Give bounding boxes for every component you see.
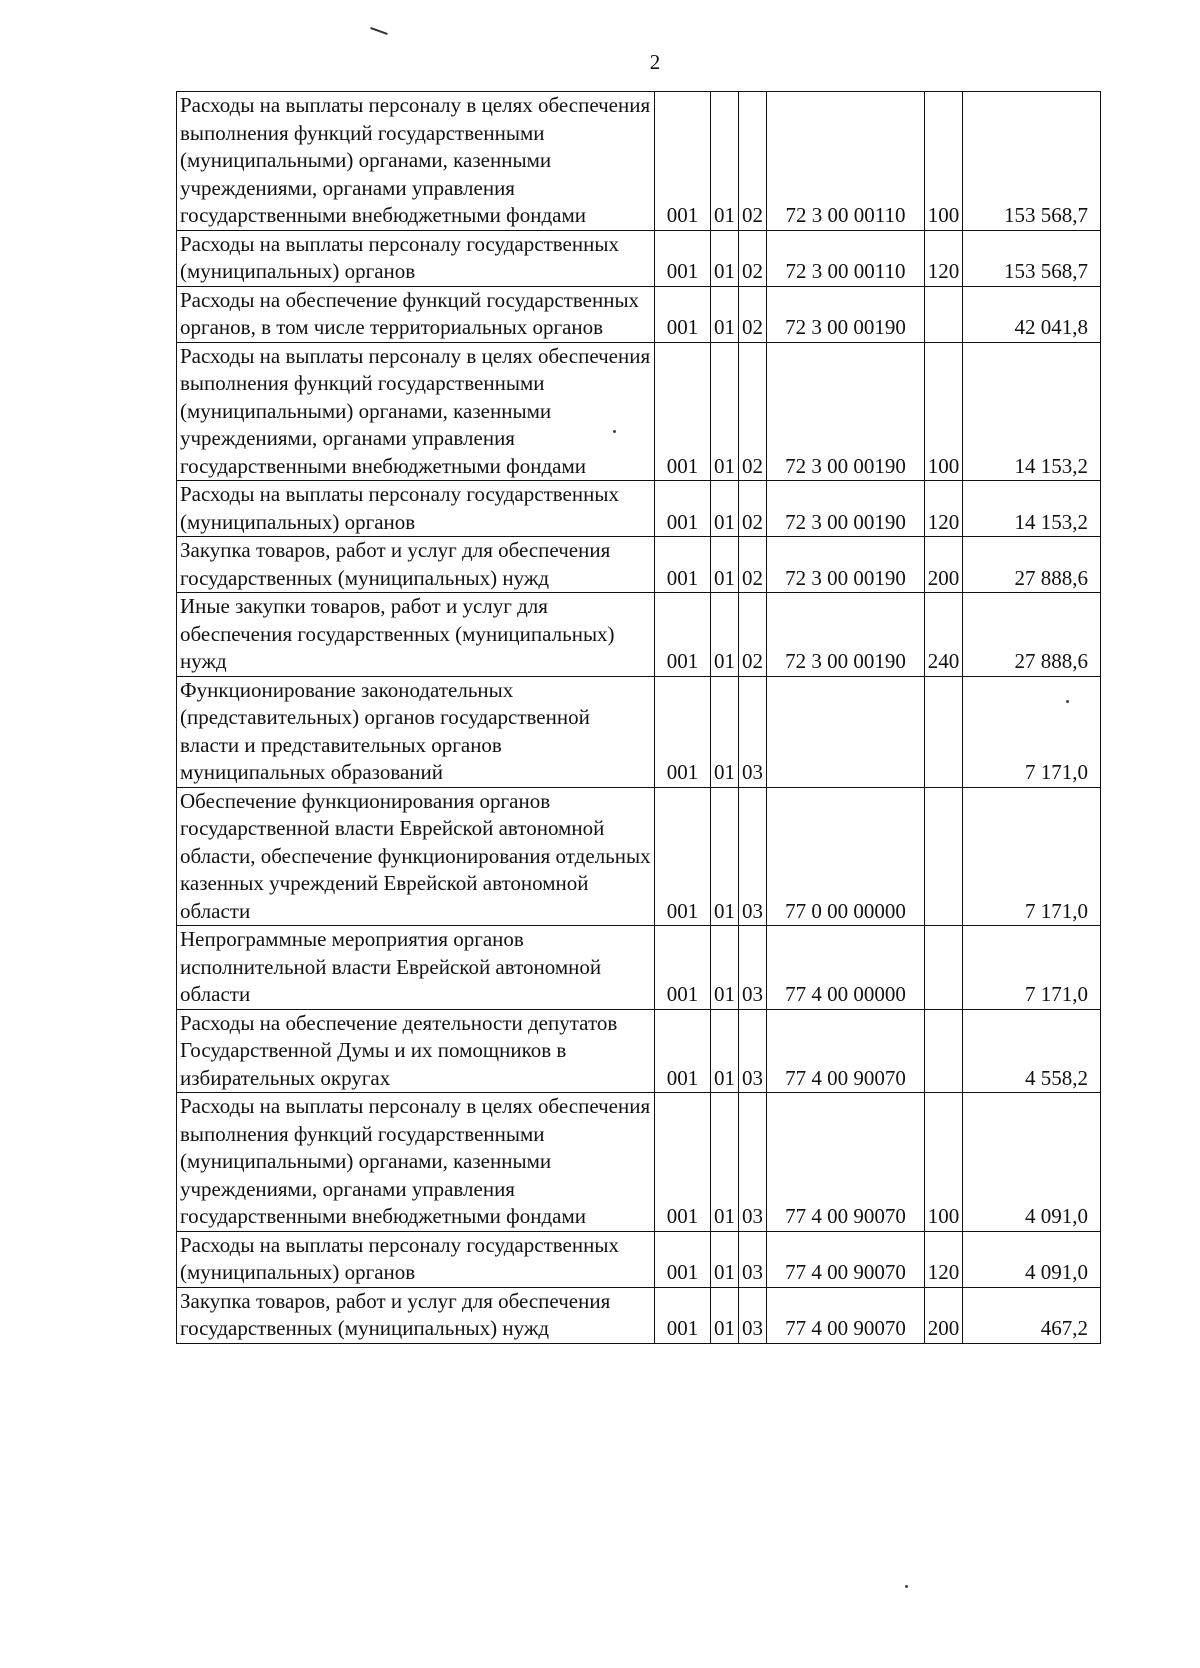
amount-cell: 7 171,0 bbox=[963, 926, 1101, 1010]
target-article-code-cell: 77 0 00 00000 bbox=[767, 787, 925, 926]
ministry-code-cell: 001 bbox=[655, 481, 711, 537]
subsection-code-cell: 02 bbox=[739, 593, 767, 677]
section-code-cell: 01 bbox=[711, 1093, 739, 1232]
expense-type-code-cell: 100 bbox=[925, 342, 963, 481]
expense-type-code-cell bbox=[925, 286, 963, 342]
target-article-code-cell: 72 3 00 00190 bbox=[767, 286, 925, 342]
expense-type-code-cell: 240 bbox=[925, 593, 963, 677]
section-code-cell: 01 bbox=[711, 1287, 739, 1343]
target-article-code-cell: 72 3 00 00110 bbox=[767, 230, 925, 286]
subsection-code-cell: 02 bbox=[739, 537, 767, 593]
scan-artifact bbox=[370, 27, 388, 35]
expense-type-code-cell: 100 bbox=[925, 92, 963, 231]
section-code-cell: 01 bbox=[711, 926, 739, 1010]
subsection-code-cell: 03 bbox=[739, 1231, 767, 1287]
expense-name-cell: Закупка товаров, работ и услуг для обеспечения государственных (муниципальных) нужд bbox=[177, 537, 655, 593]
subsection-code-cell: 03 bbox=[739, 787, 767, 926]
table-row bbox=[177, 1287, 1101, 1343]
table-row bbox=[177, 676, 1101, 787]
table-row bbox=[177, 1231, 1101, 1287]
section-code-cell: 01 bbox=[711, 230, 739, 286]
expense-type-code-cell bbox=[925, 787, 963, 926]
table-row bbox=[177, 481, 1101, 537]
table-row bbox=[177, 1093, 1101, 1232]
expense-type-code-cell: 100 bbox=[925, 1093, 963, 1232]
ministry-code-cell: 001 bbox=[655, 1093, 711, 1232]
budget-table-body bbox=[177, 92, 1101, 1344]
expense-type-code-cell: 200 bbox=[925, 537, 963, 593]
subsection-code-cell: 02 bbox=[739, 92, 767, 231]
amount-cell: 153 568,7 bbox=[963, 92, 1101, 231]
table-row bbox=[177, 230, 1101, 286]
subsection-code-cell: 03 bbox=[739, 1009, 767, 1093]
section-code-cell: 01 bbox=[711, 676, 739, 787]
ministry-code-cell: 001 bbox=[655, 537, 711, 593]
ministry-code-cell: 001 bbox=[655, 1231, 711, 1287]
table-row bbox=[177, 593, 1101, 677]
expense-name-cell: Расходы на выплаты персоналу государственных (муниципальных) органов bbox=[177, 481, 655, 537]
expense-type-code-cell bbox=[925, 926, 963, 1010]
subsection-code-cell: 03 bbox=[739, 1093, 767, 1232]
amount-cell: 4 091,0 bbox=[963, 1231, 1101, 1287]
target-article-code-cell: 72 3 00 00190 bbox=[767, 342, 925, 481]
budget-table bbox=[176, 91, 1101, 1344]
target-article-code-cell: 77 4 00 90070 bbox=[767, 1093, 925, 1232]
table-row bbox=[177, 537, 1101, 593]
amount-cell: 14 153,2 bbox=[963, 342, 1101, 481]
target-article-code-cell: 77 4 00 90070 bbox=[767, 1009, 925, 1093]
expense-type-code-cell: 200 bbox=[925, 1287, 963, 1343]
table-row bbox=[177, 787, 1101, 926]
amount-cell: 27 888,6 bbox=[963, 537, 1101, 593]
section-code-cell: 01 bbox=[711, 1009, 739, 1093]
amount-cell: 153 568,7 bbox=[963, 230, 1101, 286]
ministry-code-cell: 001 bbox=[655, 1009, 711, 1093]
target-article-code-cell: 77 4 00 90070 bbox=[767, 1287, 925, 1343]
expense-name-cell: Расходы на выплаты персоналу государственных (муниципальных) органов bbox=[177, 1231, 655, 1287]
table-row bbox=[177, 286, 1101, 342]
amount-cell: 4 091,0 bbox=[963, 1093, 1101, 1232]
page-number: 2 bbox=[649, 50, 661, 74]
expense-name-cell: Иные закупки товаров, работ и услуг для обеспечения государственных (муниципальных) нужд bbox=[177, 593, 655, 677]
ministry-code-cell: 001 bbox=[655, 787, 711, 926]
subsection-code-cell: 02 bbox=[739, 230, 767, 286]
expense-name-cell: Расходы на обеспечение функций государственных органов, в том числе территориальных органов bbox=[177, 286, 655, 342]
section-code-cell: 01 bbox=[711, 342, 739, 481]
table-row bbox=[177, 1009, 1101, 1093]
section-code-cell: 01 bbox=[711, 1231, 739, 1287]
amount-cell: 27 888,6 bbox=[963, 593, 1101, 677]
expense-name-cell: Расходы на выплаты персоналу в целях обеспечения выполнения функций государственными (муниципальными) органами, казенными учреждениями, органами управления государственными внебюджетными фондами bbox=[177, 92, 655, 231]
expense-name-cell: Закупка товаров, работ и услуг для обеспечения государственных (муниципальных) нужд bbox=[177, 1287, 655, 1343]
expense-type-code-cell: 120 bbox=[925, 230, 963, 286]
subsection-code-cell: 02 bbox=[739, 286, 767, 342]
amount-cell: 7 171,0 bbox=[963, 676, 1101, 787]
amount-cell: 42 041,8 bbox=[963, 286, 1101, 342]
ministry-code-cell: 001 bbox=[655, 926, 711, 1010]
target-article-code-cell bbox=[767, 676, 925, 787]
target-article-code-cell: 72 3 00 00110 bbox=[767, 92, 925, 231]
amount-cell: 7 171,0 bbox=[963, 787, 1101, 926]
ministry-code-cell: 001 bbox=[655, 230, 711, 286]
expense-type-code-cell: 120 bbox=[925, 481, 963, 537]
amount-cell: 4 558,2 bbox=[963, 1009, 1101, 1093]
section-code-cell: 01 bbox=[711, 537, 739, 593]
expense-type-code-cell: 120 bbox=[925, 1231, 963, 1287]
ministry-code-cell: 001 bbox=[655, 92, 711, 231]
ministry-code-cell: 001 bbox=[655, 342, 711, 481]
expense-type-code-cell bbox=[925, 676, 963, 787]
ministry-code-cell: 001 bbox=[655, 286, 711, 342]
expense-name-cell: Расходы на обеспечение деятельности депутатов Государственной Думы и их помощников в избирательных округах bbox=[177, 1009, 655, 1093]
ministry-code-cell: 001 bbox=[655, 593, 711, 677]
expense-name-cell: Расходы на выплаты персоналу в целях обеспечения выполнения функций государственными (муниципальными) органами, казенными учреждениями, органами управления государственными внебюджетными фондами bbox=[177, 342, 655, 481]
expense-name-cell: Расходы на выплаты персоналу государственных (муниципальных) органов bbox=[177, 230, 655, 286]
section-code-cell: 01 bbox=[711, 481, 739, 537]
target-article-code-cell: 77 4 00 90070 bbox=[767, 1231, 925, 1287]
table-row bbox=[177, 92, 1101, 231]
expense-type-code-cell bbox=[925, 1009, 963, 1093]
subsection-code-cell: 03 bbox=[739, 676, 767, 787]
expense-name-cell: Функционирование законодательных (представительных) органов государственной власти и представительных органов муниципальных образований bbox=[177, 676, 655, 787]
expense-name-cell: Расходы на выплаты персоналу в целях обеспечения выполнения функций государственными (муниципальными) органами, казенными учреждениями, органами управления государственными внебюджетными фондами bbox=[177, 1093, 655, 1232]
table-row bbox=[177, 342, 1101, 481]
expense-name-cell: Обеспечение функционирования органов государственной власти Еврейской автономной области, обеспечение функционирования отдельных казенных учреждений Еврейской автономной области bbox=[177, 787, 655, 926]
section-code-cell: 01 bbox=[711, 92, 739, 231]
subsection-code-cell: 02 bbox=[739, 342, 767, 481]
section-code-cell: 01 bbox=[711, 787, 739, 926]
subsection-code-cell: 03 bbox=[739, 1287, 767, 1343]
expense-name-cell: Непрограммные мероприятия органов исполнительной власти Еврейской автономной области bbox=[177, 926, 655, 1010]
target-article-code-cell: 77 4 00 00000 bbox=[767, 926, 925, 1010]
table-row bbox=[177, 926, 1101, 1010]
scan-dot bbox=[905, 1585, 908, 1588]
ministry-code-cell: 001 bbox=[655, 676, 711, 787]
section-code-cell: 01 bbox=[711, 593, 739, 677]
target-article-code-cell: 72 3 00 00190 bbox=[767, 537, 925, 593]
target-article-code-cell: 72 3 00 00190 bbox=[767, 593, 925, 677]
amount-cell: 467,2 bbox=[963, 1287, 1101, 1343]
subsection-code-cell: 03 bbox=[739, 926, 767, 1010]
amount-cell: 14 153,2 bbox=[963, 481, 1101, 537]
ministry-code-cell: 001 bbox=[655, 1287, 711, 1343]
target-article-code-cell: 72 3 00 00190 bbox=[767, 481, 925, 537]
subsection-code-cell: 02 bbox=[739, 481, 767, 537]
section-code-cell: 01 bbox=[711, 286, 739, 342]
